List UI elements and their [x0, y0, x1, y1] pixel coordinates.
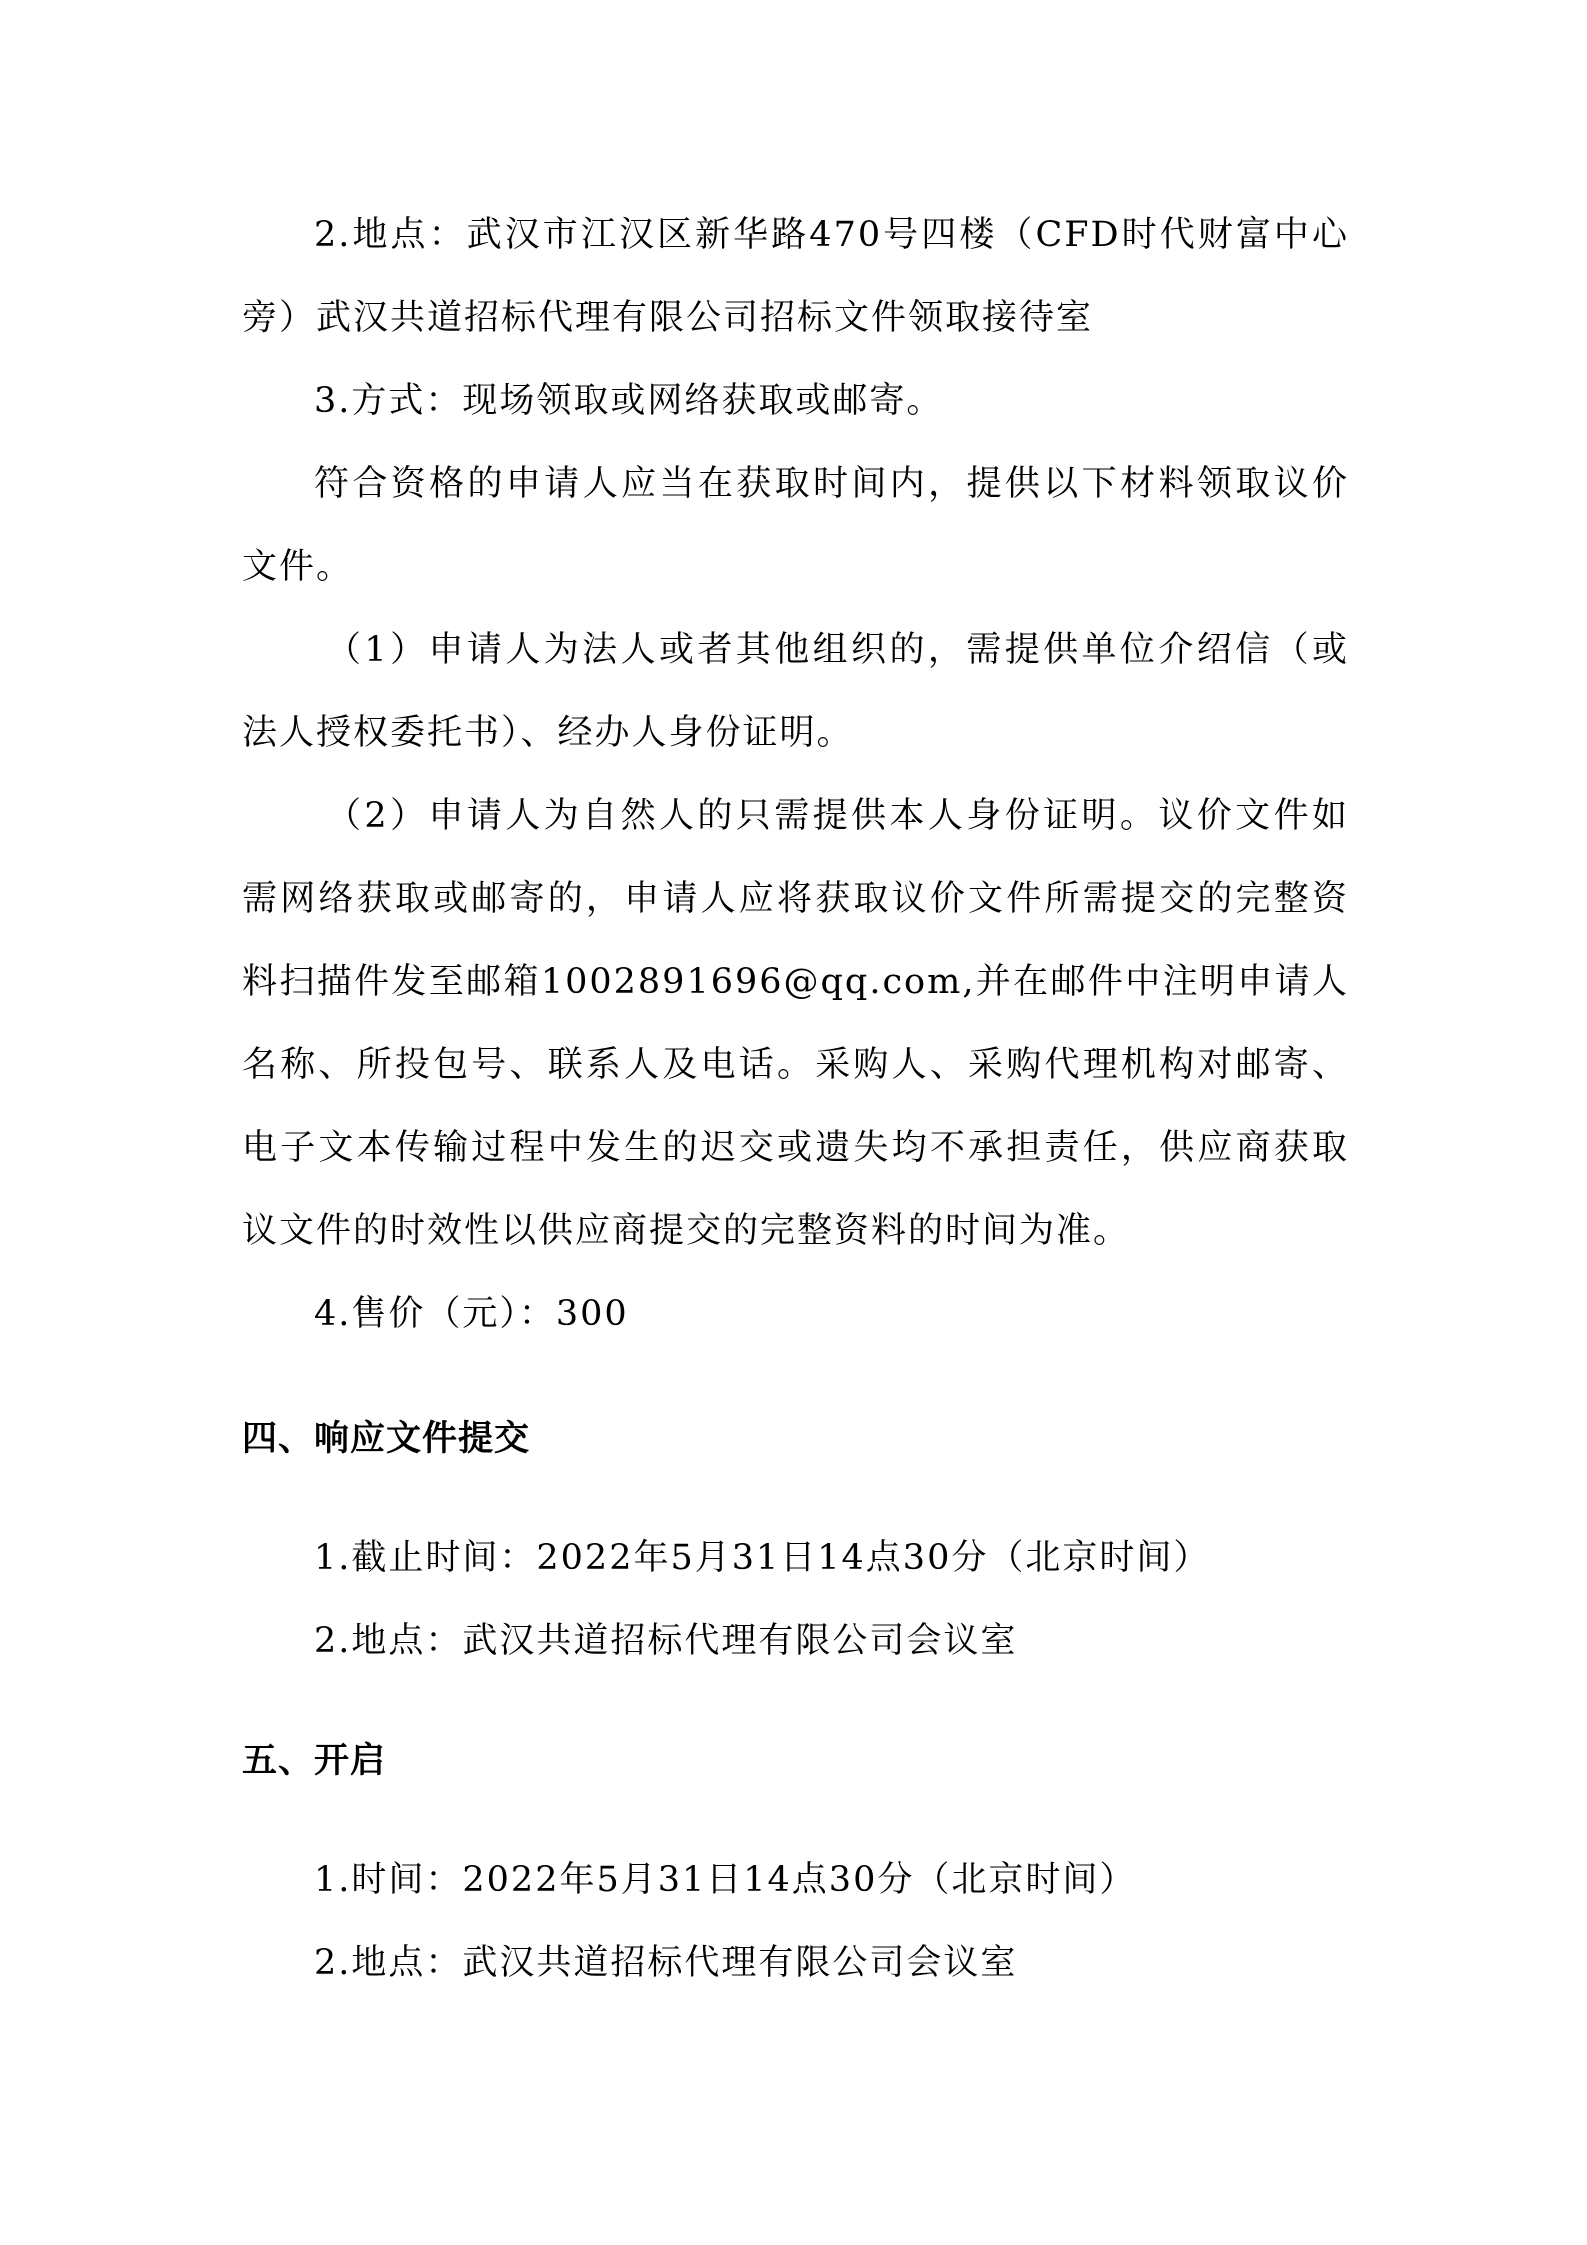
paragraph-opening-time: 1.时间：2022年5月31日14点30分（北京时间）	[314, 1860, 1137, 1900]
paragraph-submission-deadline: 1.截止时间：2022年5月31日14点30分（北京时间）	[314, 1538, 1211, 1578]
paragraph-pickup-method: 3.方式：现场领取或网络获取或邮寄。	[314, 381, 944, 421]
paragraph-qualified-intro: 符合资格的申请人应当在获取时间内，提供以下材料领取议价文件。	[242, 464, 1349, 587]
paragraph-materials-item-1: （1）申请人为法人或者其他组织的，需提供单位介绍信（或法人授权委托书）、经办人身份证明。	[242, 630, 1349, 753]
paragraph-opening-location: 2.地点：武汉共道招标代理有限公司会议室	[314, 1943, 1018, 1983]
paragraph-price: 4.售价（元）：300	[314, 1294, 629, 1334]
paragraph-pickup-location: 2.地点：武汉市江汉区新华路470号四楼（CFD时代财富中心旁）武汉共道招标代理有限公司招标文件领取接待室	[242, 215, 1349, 338]
section-heading-response-submission: 四、响应文件提交	[242, 1419, 531, 1459]
section-heading-opening: 五、开启	[242, 1741, 387, 1781]
paragraph-materials-item-2: （2）申请人为自然人的只需提供本人身份证明。议价文件如需网络获取或邮寄的，申请人应将获取议价文件所需提交的完整资料扫描件发至邮箱1002891696@qq.com,并在邮件中注明申请人名称、所投包号、联系人及电话。采购人、采购代理机构对邮寄、电子文本传输过程中发生的迟交或遗失均不承担责任，供应商获取议文件的时效性以供应商提交的完整资料的时间为准。	[242, 796, 1349, 1251]
paragraph-submission-location: 2.地点：武汉共道招标代理有限公司会议室	[314, 1621, 1018, 1661]
